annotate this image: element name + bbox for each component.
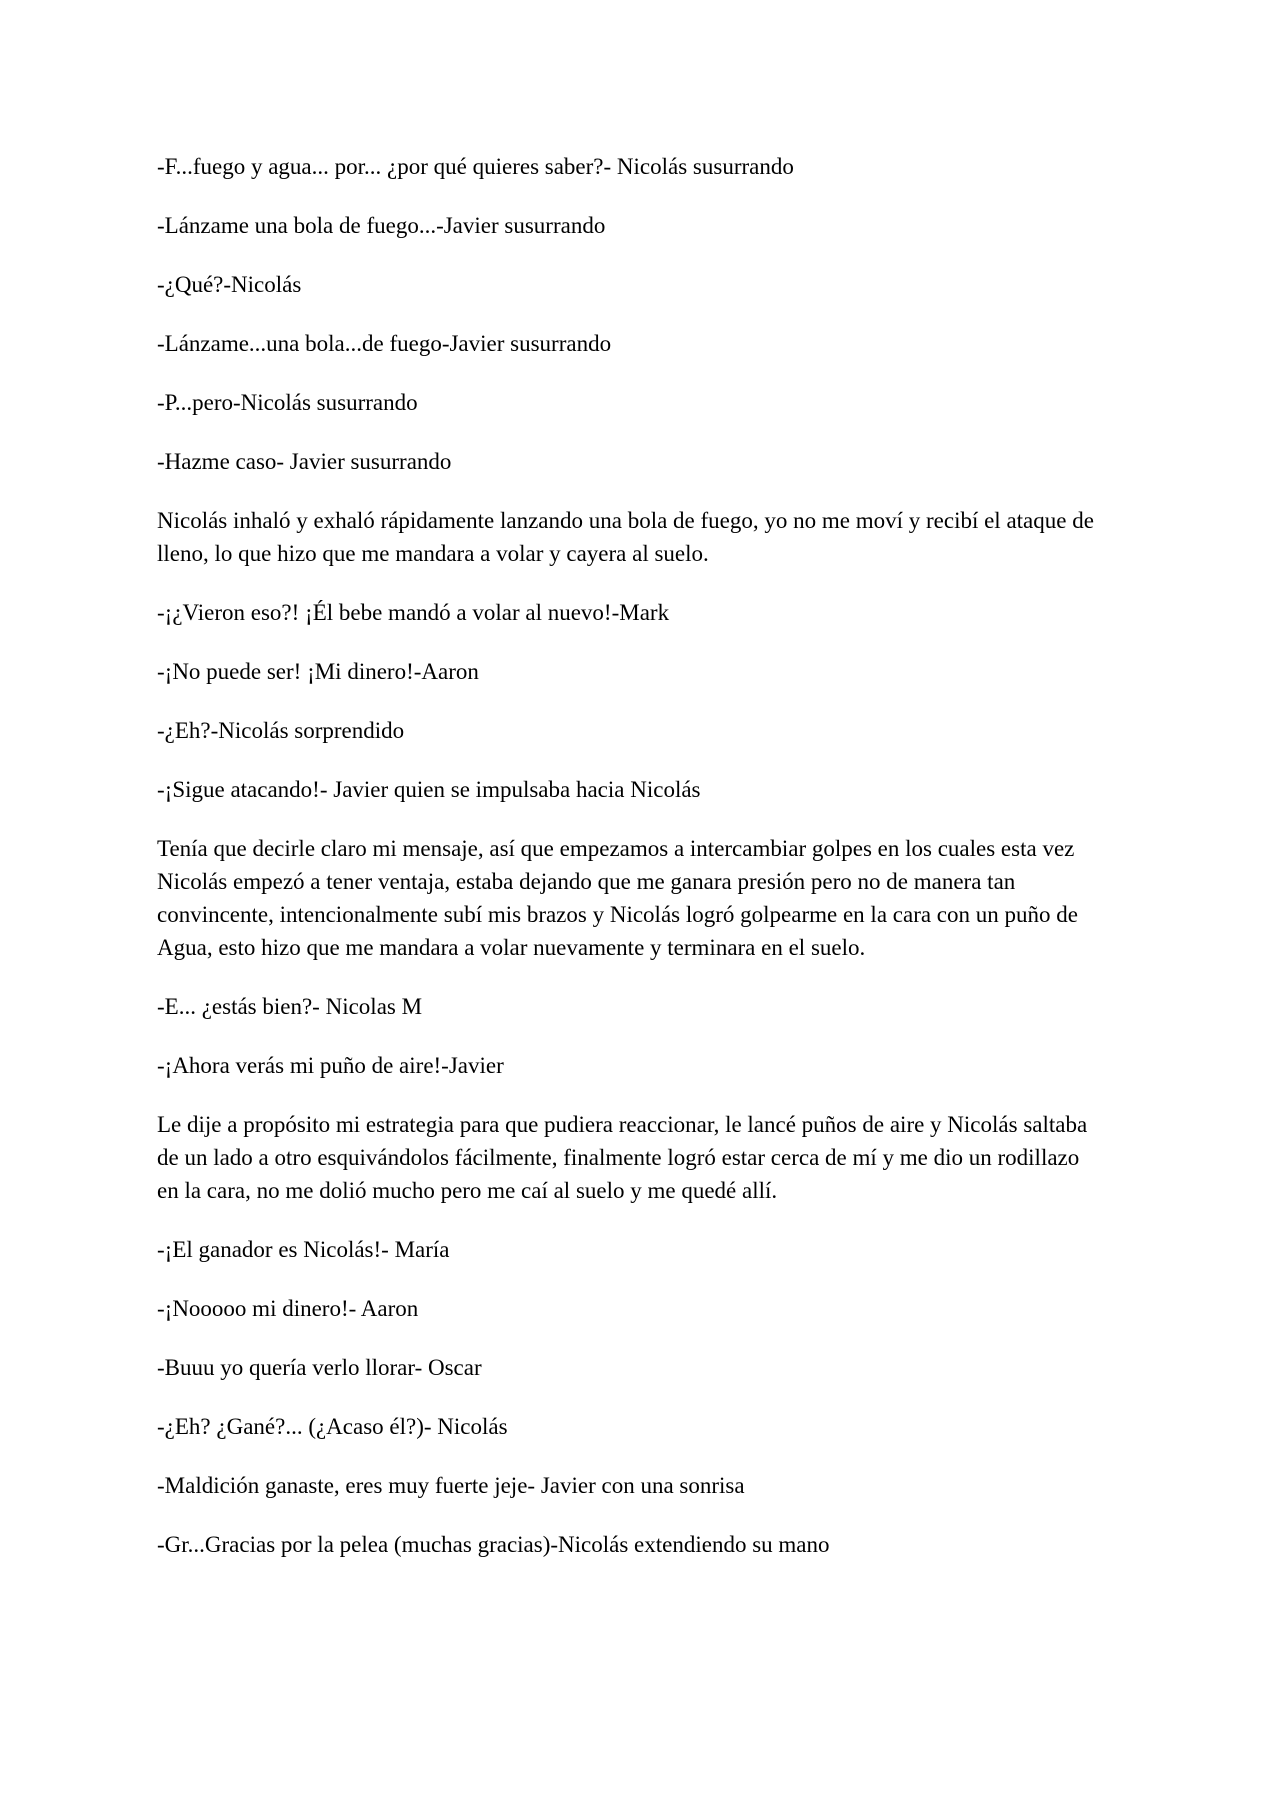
dialog-line: -Lánzame una bola de fuego...-Javier susurrando	[157, 213, 606, 238]
dialog-line: -¡Ahora verás mi puño de aire!-Javier	[157, 1053, 504, 1078]
dialog-line: -E... ¿estás bien?- Nicolas M	[157, 994, 423, 1019]
dialog-line: -¡El ganador es Nicolás!- María	[157, 1237, 450, 1262]
dialog-line: -Lánzame...una bola...de fuego-Javier susurrando	[157, 331, 612, 356]
dialog-line: -¿Qué?-Nicolás	[157, 272, 302, 297]
dialog-line: -¡Nooooo mi dinero!- Aaron	[157, 1296, 419, 1321]
dialog-line: -¡Sigue atacando!- Javier quien se impulsaba hacia Nicolás	[157, 777, 701, 802]
dialog-line: -Buuu yo quería verlo llorar- Oscar	[157, 1355, 482, 1380]
story-text-block	[157, 150, 1095, 1561]
dialog-line: -Hazme caso- Javier susurrando	[157, 449, 452, 474]
dialog-line: -¿Eh?-Nicolás sorprendido	[157, 718, 405, 743]
dialog-line: -¡¿Vieron eso?! ¡Él bebe mandó a volar al nuevo!-Mark	[157, 600, 670, 625]
dialog-line: -P...pero-Nicolás susurrando	[157, 390, 418, 415]
dialog-line: -Gr...Gracias por la pelea (muchas gracias)-Nicolás extendiendo su mano	[157, 1532, 830, 1557]
dialog-line: -¡No puede ser! ¡Mi dinero!-Aaron	[157, 659, 479, 684]
dialog-line: -F...fuego y agua... por... ¿por qué quieres saber?- Nicolás susurrando	[157, 154, 794, 179]
dialog-line: -Maldición ganaste, eres muy fuerte jeje- Javier con una sonrisa	[157, 1473, 745, 1498]
narration-paragraph: Le dije a propósito mi estrategia para que pudiera reaccionar, le lancé puños de aire y Nicolás saltaba de un lado a otro esquivándolos fácilmente, finalmente logró estar cerca de mí y me dio un rodillazo en la cara, no me dolió mucho pero me caí al suelo y me quedé allí.	[157, 1112, 1088, 1203]
dialog-line: -¿Eh? ¿Gané?... (¿Acaso él?)- Nicolás	[157, 1414, 508, 1439]
narration-paragraph: Tenía que decirle claro mi mensaje, así que empezamos a intercambiar golpes en los cuales esta vez Nicolás empezó a tener ventaja, estaba dejando que me ganara presión pero no de manera tan convincente, intencionalmente subí mis brazos y Nicolás logró golpearme en la cara con un puño de Agua, esto hizo que me mandara a volar nuevamente y terminara en el suelo.	[157, 836, 1078, 960]
narration-paragraph: Nicolás inhaló y exhaló rápidamente lanzando una bola de fuego, yo no me moví y recibí el ataque de lleno, lo que hizo que me mandara a volar y cayera al suelo.	[157, 508, 1094, 566]
